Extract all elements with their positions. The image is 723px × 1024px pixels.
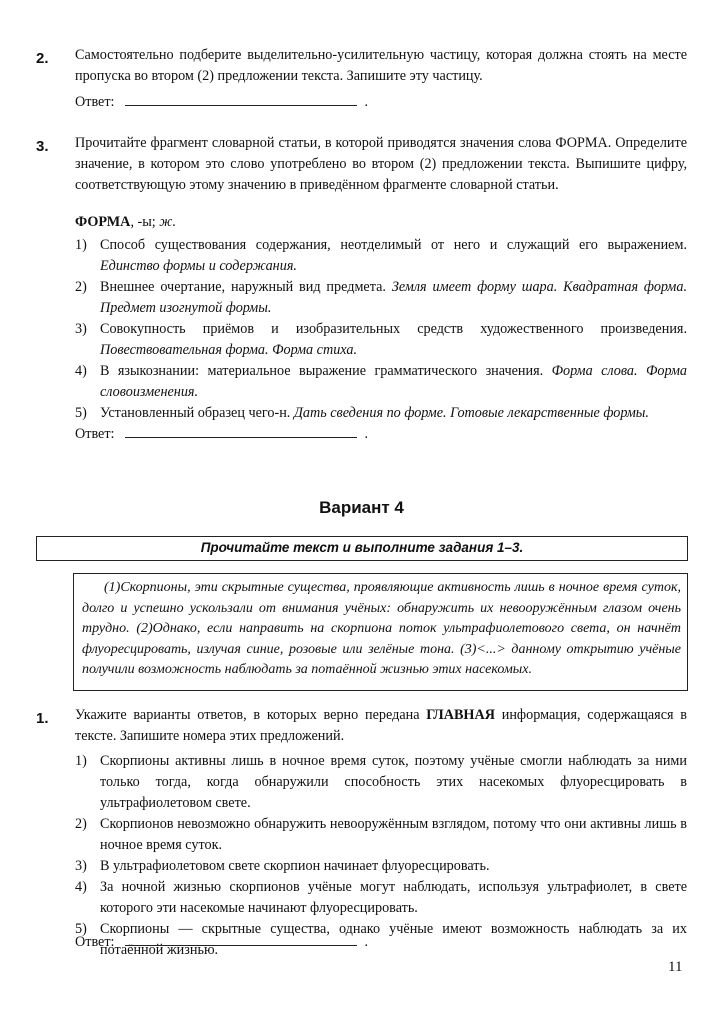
meaning-definition: Совокупность приёмов и изобразительных средств художественного произведения.	[100, 321, 687, 337]
answer-field[interactable]	[125, 933, 357, 946]
meaning-definition: Установленный образец чего-н.	[100, 405, 294, 421]
task-1-answer	[75, 932, 368, 953]
reading-text-box	[73, 573, 688, 691]
answer-dot: .	[364, 934, 369, 950]
answer-label: Ответ:	[75, 934, 115, 950]
headword-gender: ж.	[159, 214, 177, 230]
meaning-number: 5)	[75, 405, 87, 421]
task-3-text: Прочитайте фрагмент словарной статьи, в которой приводятся значения слова ФОРМА. Определите значение, в котором это слово употреблено во втором (2) предложении текста. Выпишите цифру, соответствующую этому значению в приведённом фрагменте словарной статьи.	[75, 135, 687, 193]
dictionary-headword: ФОРМА	[75, 214, 131, 230]
variant-title: Вариант 4	[319, 498, 404, 517]
meaning-number: 3)	[75, 321, 87, 337]
task-1-text-end: информация, содержащаяся в тексте. Запишите номера этих предложений.	[75, 707, 687, 744]
meaning-number: 4)	[75, 363, 87, 379]
option-number: 1)	[75, 753, 87, 769]
headword-grammar: , -ы;	[130, 214, 160, 230]
meaning-examples: Земля имеет форму шара. Квадратная форма. Предмет изогнутой формы.	[100, 279, 687, 316]
meaning-examples: Дать сведения по форме. Готовые лекарственные формы.	[293, 405, 649, 421]
answer-label: Ответ:	[75, 426, 115, 442]
task-3-answer	[75, 424, 368, 445]
option-text: Скорпионы активны лишь в ночное время суток, поэтому учёные смогли наблюдать за ними только тогда, когда обнаружили способность этих насекомых флуоресцировать в ультрафиолетовом свете.	[100, 753, 687, 811]
option-number: 5)	[75, 921, 87, 937]
meaning-item	[75, 235, 687, 277]
meaning-item	[75, 277, 687, 319]
meaning-definition: Способ существования содержания, неотделимый от него и служащий его выражением.	[100, 237, 687, 253]
meaning-definition: Внешнее очертание, наружный вид предмета.	[100, 279, 392, 295]
meaning-examples: Форма слова. Форма словоизменения.	[100, 363, 688, 400]
instruction-box: Прочитайте текст и выполните задания 1–3.	[36, 536, 688, 561]
meaning-number: 2)	[75, 279, 87, 295]
meaning-item	[75, 403, 687, 424]
answer-field[interactable]	[125, 425, 357, 438]
dictionary-meanings	[75, 235, 687, 424]
task-2-number: 2.	[36, 50, 49, 67]
option-item	[75, 751, 687, 814]
meaning-definition: В языкознании: материальное выражение грамматического значения.	[100, 363, 552, 379]
option-text: За ночной жизнью скорпионов учёные могут наблюдать, используя ультрафиолет, в свете которого эти насекомые начинают флуоресцировать.	[100, 879, 687, 916]
page-number: 11	[668, 959, 683, 975]
meaning-examples: Единство формы и содержания.	[100, 258, 297, 274]
answer-field[interactable]	[125, 93, 357, 106]
task-1-text-start: Укажите варианты ответов, в которых верно передана	[75, 707, 427, 723]
task-2-text: Самостоятельно подберите выделительно-усилительную частицу, которая должна стоять на месте пропуска во втором (2) предложении текста. Запишите эту частицу.	[75, 47, 687, 84]
meaning-examples: Повествовательная форма. Форма стиха.	[100, 342, 358, 358]
dictionary-headword-line	[75, 212, 176, 233]
option-text: Скорпионов невозможно обнаружить невооружённым взглядом, потому что они активны лишь в ночное время суток.	[100, 816, 687, 853]
option-item	[75, 856, 687, 877]
option-number: 3)	[75, 858, 87, 874]
option-text: Скорпионы — скрытные существа, однако учёные имеют возможность наблюдать за их потаённой жизнью.	[100, 921, 687, 958]
option-item	[75, 877, 687, 919]
reading-text: (1)Скорпионы, эти скрытные существа, проявляющие активность лишь в ночное время суток, долго и успешно ускользали от внимания учёных: обнаружить их невооружённым глазом очень трудно. (2)Однако, если направить на скорпиона поток ультрафиолетового света, он начнёт флуоресцировать, излучая синие, розовые или зелёные тона. (3)<...> данному открытию учёные получили возможность наблюдать за потаённой жизнью этих насекомых.	[82, 580, 681, 677]
option-number: 2)	[75, 816, 87, 832]
answer-dot: .	[364, 426, 369, 442]
meaning-number: 1)	[75, 237, 87, 253]
task-1-number: 1.	[36, 710, 49, 727]
answer-label: Ответ:	[75, 94, 115, 110]
task-1-emphasis: ГЛАВНАЯ	[426, 707, 495, 723]
option-number: 4)	[75, 879, 87, 895]
answer-dot: .	[364, 94, 369, 110]
option-text: В ультрафиолетовом свете скорпион начинает флуоресцировать.	[100, 858, 490, 874]
meaning-item	[75, 361, 687, 403]
task-3-number: 3.	[36, 138, 49, 155]
task-2-answer	[75, 92, 368, 113]
task-1-text	[75, 705, 687, 747]
option-item	[75, 814, 687, 856]
task-1-options	[75, 751, 687, 961]
meaning-item	[75, 319, 687, 361]
